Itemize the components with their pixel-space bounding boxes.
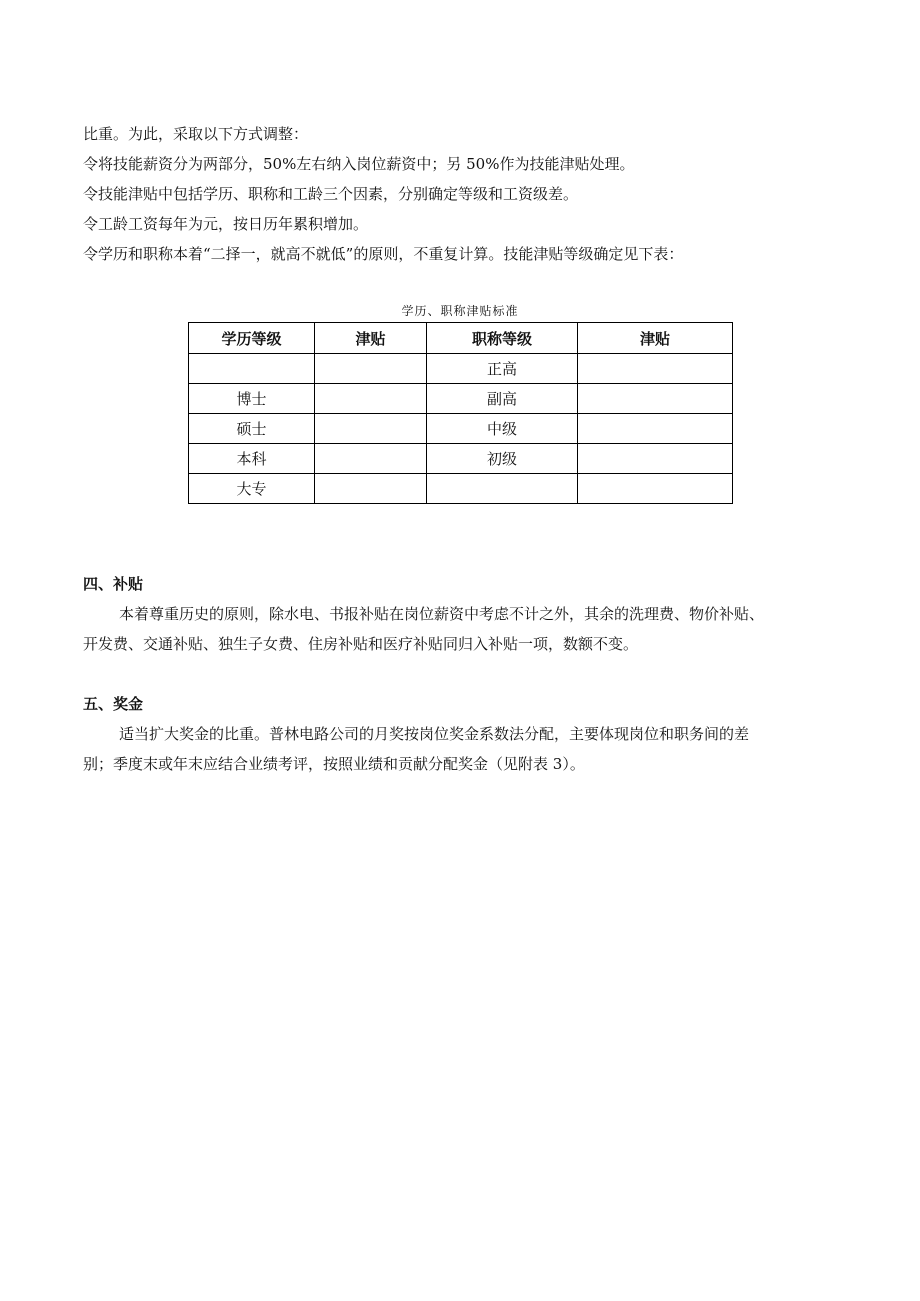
section-5-line-1: 适当扩大奖金的比重。普林电路公司的月奖按岗位奖金系数法分配，主要体现岗位和职务间的差 (119, 725, 750, 743)
table-cell (578, 474, 733, 504)
table-cell: 硕士 (189, 414, 315, 444)
table-cell (315, 384, 427, 414)
table-header-row (189, 323, 733, 354)
table-cell: 初级 (427, 444, 578, 474)
intro-line-1: 比重。为此，采取以下方式调整： (83, 125, 309, 143)
table-row (189, 444, 733, 474)
table-cell (578, 444, 733, 474)
table-cell (189, 354, 315, 384)
section-5-heading: 五、奖金 (83, 695, 144, 713)
table-caption: 学历、职称津贴标准 (401, 304, 519, 318)
allowance-table (188, 322, 733, 504)
table-cell (315, 444, 427, 474)
table-cell (315, 354, 427, 384)
section-4-heading: 四、补贴 (83, 575, 144, 593)
table-row (189, 384, 733, 414)
header-allowance: 津贴 (315, 323, 427, 354)
table-cell: 本科 (189, 444, 315, 474)
table-row (189, 354, 733, 384)
table-cell (578, 384, 733, 414)
section-4-line-1: 本着尊重历史的原则，除水电、书报补贴在岗位薪资中考虑不计之外，其余的洗理费、物价补贴、 (119, 605, 765, 623)
intro-line-2: 令将技能薪资分为两部分，50%左右纳入岗位薪资中；另 50%作为技能津贴处理。 (83, 155, 635, 173)
intro-line-3: 令技能津贴中包括学历、职称和工龄三个因素，分别确定等级和工资级差。 (83, 185, 579, 203)
table-row (189, 474, 733, 504)
table-cell: 大专 (189, 474, 315, 504)
intro-line-4: 令工龄工资每年为元，按日历年累积增加。 (83, 215, 369, 233)
table-cell (578, 414, 733, 444)
table-cell (315, 474, 427, 504)
table-cell (315, 414, 427, 444)
table-cell: 博士 (189, 384, 315, 414)
section-4-line-2: 开发费、交通补贴、独生子女费、住房补贴和医疗补贴同归入补贴一项，数额不变。 (83, 635, 639, 653)
table-cell (427, 474, 578, 504)
intro-line-5: 令学历和职称本着“二择一，就高不就低”的原则，不重复计算。技能津贴等级确定见下表： (83, 245, 684, 263)
header-education-level: 学历等级 (189, 323, 315, 354)
table-cell (578, 354, 733, 384)
table-cell: 副高 (427, 384, 578, 414)
table-cell: 中级 (427, 414, 578, 444)
section-5-line-2: 别；季度末或年末应结合业绩考评，按照业绩和贡献分配奖金（见附表 3）。 (83, 755, 585, 773)
header-allowance: 津贴 (578, 323, 733, 354)
header-title-level: 职称等级 (427, 323, 578, 354)
table-row (189, 414, 733, 444)
table-cell: 正高 (427, 354, 578, 384)
